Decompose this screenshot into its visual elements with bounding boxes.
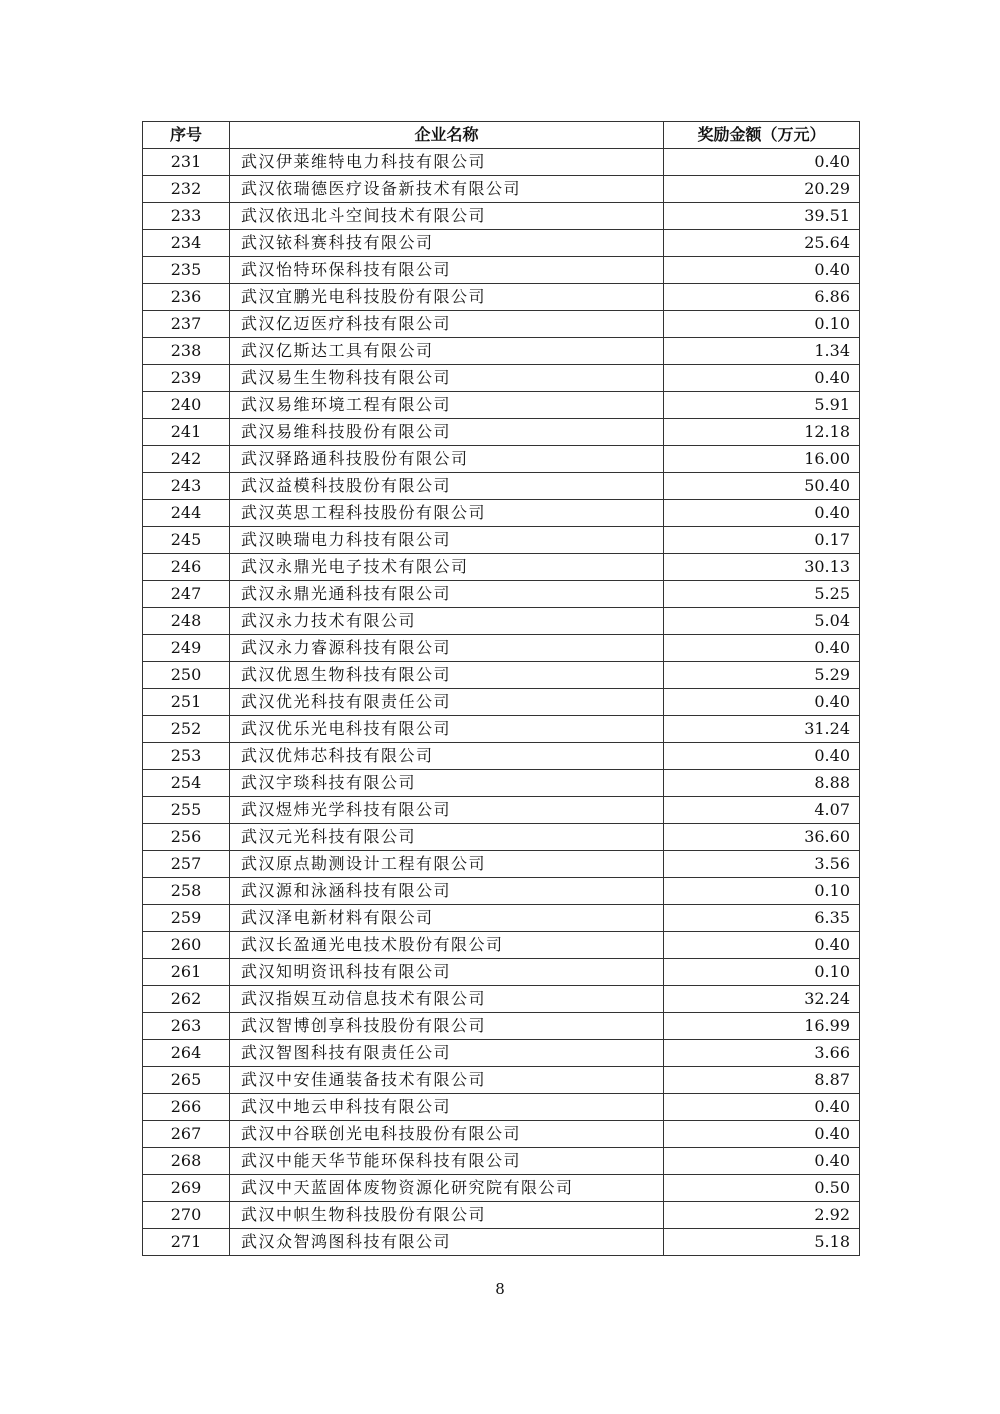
company-name: 武汉易维科技股份有限公司 [230,419,664,446]
award-amount: 0.40 [664,500,860,527]
company-name: 武汉指娱互动信息技术有限公司 [230,986,664,1013]
row-index: 265 [143,1067,230,1094]
award-amount: 16.99 [664,1013,860,1040]
company-name: 武汉易生生物科技有限公司 [230,365,664,392]
table-row [143,554,860,581]
row-index: 232 [143,176,230,203]
table-row [143,932,860,959]
table-row [143,824,860,851]
award-amount: 3.56 [664,851,860,878]
company-name: 武汉煜炜光学科技有限公司 [230,797,664,824]
row-index: 241 [143,419,230,446]
row-index: 250 [143,662,230,689]
company-name: 武汉中谷联创光电科技股份有限公司 [230,1121,664,1148]
table-row [143,1202,860,1229]
table-row [143,1067,860,1094]
company-name: 武汉驿路通科技股份有限公司 [230,446,664,473]
award-amount: 25.64 [664,230,860,257]
row-index: 234 [143,230,230,257]
row-index: 243 [143,473,230,500]
row-index: 244 [143,500,230,527]
award-amount: 0.40 [664,257,860,284]
company-name: 武汉源和泳涵科技有限公司 [230,878,664,905]
row-index: 242 [143,446,230,473]
row-index: 248 [143,608,230,635]
row-index: 258 [143,878,230,905]
award-amount: 0.10 [664,878,860,905]
award-amount: 0.40 [664,1148,860,1175]
row-index: 255 [143,797,230,824]
company-name: 武汉优光科技有限责任公司 [230,689,664,716]
award-amount: 6.35 [664,905,860,932]
award-amount: 0.17 [664,527,860,554]
table-row [143,878,860,905]
row-index: 240 [143,392,230,419]
award-amount: 2.92 [664,1202,860,1229]
company-name: 武汉永鼎光电子技术有限公司 [230,554,664,581]
table-header-row [143,122,860,149]
award-amount: 6.86 [664,284,860,311]
company-name: 武汉永鼎光通科技有限公司 [230,581,664,608]
table-row [143,959,860,986]
table-row [143,365,860,392]
award-amount: 5.91 [664,392,860,419]
company-name: 武汉优炜芯科技有限公司 [230,743,664,770]
table-row [143,392,860,419]
award-amount: 36.60 [664,824,860,851]
company-name: 武汉依瑞德医疗设备新技术有限公司 [230,176,664,203]
table-row [143,743,860,770]
page-number: 8 [495,1280,505,1298]
company-name: 武汉益模科技股份有限公司 [230,473,664,500]
table-row [143,473,860,500]
award-amount: 5.04 [664,608,860,635]
award-table [142,121,860,1256]
company-name: 武汉永力睿源科技有限公司 [230,635,664,662]
award-amount: 0.40 [664,635,860,662]
row-index: 268 [143,1148,230,1175]
award-amount: 0.10 [664,959,860,986]
table-row [143,257,860,284]
row-index: 257 [143,851,230,878]
row-index: 245 [143,527,230,554]
row-index: 237 [143,311,230,338]
company-name: 武汉泽电新材料有限公司 [230,905,664,932]
table-row [143,176,860,203]
award-amount: 0.40 [664,149,860,176]
row-index: 246 [143,554,230,581]
company-name: 武汉中能天华节能环保科技有限公司 [230,1148,664,1175]
company-name: 武汉亿斯达工具有限公司 [230,338,664,365]
award-amount: 0.40 [664,1121,860,1148]
company-name: 武汉宜鹏光电科技股份有限公司 [230,284,664,311]
award-amount: 0.40 [664,932,860,959]
company-name: 武汉怡特环保科技有限公司 [230,257,664,284]
row-index: 247 [143,581,230,608]
company-name: 武汉中帜生物科技股份有限公司 [230,1202,664,1229]
table-row [143,203,860,230]
header-index: 序号 [143,122,230,149]
row-index: 261 [143,959,230,986]
company-name: 武汉智博创享科技股份有限公司 [230,1013,664,1040]
table-row [143,338,860,365]
table-row [143,581,860,608]
company-name: 武汉长盈通光电技术股份有限公司 [230,932,664,959]
row-index: 271 [143,1229,230,1256]
row-index: 256 [143,824,230,851]
table-row [143,1175,860,1202]
table-row [143,149,860,176]
row-index: 269 [143,1175,230,1202]
table-row [143,1040,860,1067]
row-index: 252 [143,716,230,743]
award-amount: 3.66 [664,1040,860,1067]
company-name: 武汉优乐光电科技有限公司 [230,716,664,743]
table-row [143,716,860,743]
table-row [143,1121,860,1148]
table-row [143,1094,860,1121]
table-row [143,662,860,689]
row-index: 260 [143,932,230,959]
company-name: 武汉中天蓝固体废物资源化研究院有限公司 [230,1175,664,1202]
award-amount: 1.34 [664,338,860,365]
company-name: 武汉原点勘测设计工程有限公司 [230,851,664,878]
row-index: 231 [143,149,230,176]
company-name: 武汉依迅北斗空间技术有限公司 [230,203,664,230]
row-index: 266 [143,1094,230,1121]
table-row [143,527,860,554]
row-index: 264 [143,1040,230,1067]
header-award-amount: 奖励金额（万元） [664,122,860,149]
table-row [143,689,860,716]
award-amount: 12.18 [664,419,860,446]
company-name: 武汉知明资讯科技有限公司 [230,959,664,986]
company-name: 武汉宇琰科技有限公司 [230,770,664,797]
table-row [143,311,860,338]
company-name: 武汉伊莱维特电力科技有限公司 [230,149,664,176]
row-index: 239 [143,365,230,392]
row-index: 263 [143,1013,230,1040]
table-row [143,851,860,878]
header-company-name: 企业名称 [230,122,664,149]
award-amount: 50.40 [664,473,860,500]
award-amount: 16.00 [664,446,860,473]
award-amount: 0.40 [664,743,860,770]
row-index: 253 [143,743,230,770]
row-index: 267 [143,1121,230,1148]
table-row [143,1148,860,1175]
award-amount: 4.07 [664,797,860,824]
table-row [143,986,860,1013]
award-amount: 5.29 [664,662,860,689]
company-name: 武汉众智鸿图科技有限公司 [230,1229,664,1256]
row-index: 233 [143,203,230,230]
award-amount: 0.40 [664,1094,860,1121]
company-name: 武汉永力技术有限公司 [230,608,664,635]
table-row [143,284,860,311]
company-name: 武汉元光科技有限公司 [230,824,664,851]
company-name: 武汉智图科技有限责任公司 [230,1040,664,1067]
table-row [143,797,860,824]
award-amount: 0.50 [664,1175,860,1202]
table-row [143,770,860,797]
award-amount: 8.88 [664,770,860,797]
row-index: 259 [143,905,230,932]
company-name: 武汉优恩生物科技有限公司 [230,662,664,689]
award-amount: 39.51 [664,203,860,230]
table-row [143,1229,860,1256]
award-amount: 30.13 [664,554,860,581]
award-amount: 8.87 [664,1067,860,1094]
award-amount: 32.24 [664,986,860,1013]
row-index: 236 [143,284,230,311]
row-index: 235 [143,257,230,284]
table-row [143,608,860,635]
company-name: 武汉中地云申科技有限公司 [230,1094,664,1121]
award-amount: 5.25 [664,581,860,608]
row-index: 262 [143,986,230,1013]
award-amount: 0.40 [664,365,860,392]
company-name: 武汉英思工程科技股份有限公司 [230,500,664,527]
row-index: 254 [143,770,230,797]
award-amount: 31.24 [664,716,860,743]
row-index: 270 [143,1202,230,1229]
table-row [143,1013,860,1040]
company-name: 武汉映瑞电力科技有限公司 [230,527,664,554]
table-row [143,500,860,527]
company-name: 武汉亿迈医疗科技有限公司 [230,311,664,338]
row-index: 249 [143,635,230,662]
table-row [143,446,860,473]
company-name: 武汉中安佳通装备技术有限公司 [230,1067,664,1094]
award-amount: 0.10 [664,311,860,338]
row-index: 238 [143,338,230,365]
award-amount: 5.18 [664,1229,860,1256]
table-row [143,419,860,446]
table-row [143,905,860,932]
company-name: 武汉易维环境工程有限公司 [230,392,664,419]
row-index: 251 [143,689,230,716]
table-row [143,230,860,257]
company-name: 武汉铱科赛科技有限公司 [230,230,664,257]
award-amount: 0.40 [664,689,860,716]
award-amount: 20.29 [664,176,860,203]
table-row [143,635,860,662]
